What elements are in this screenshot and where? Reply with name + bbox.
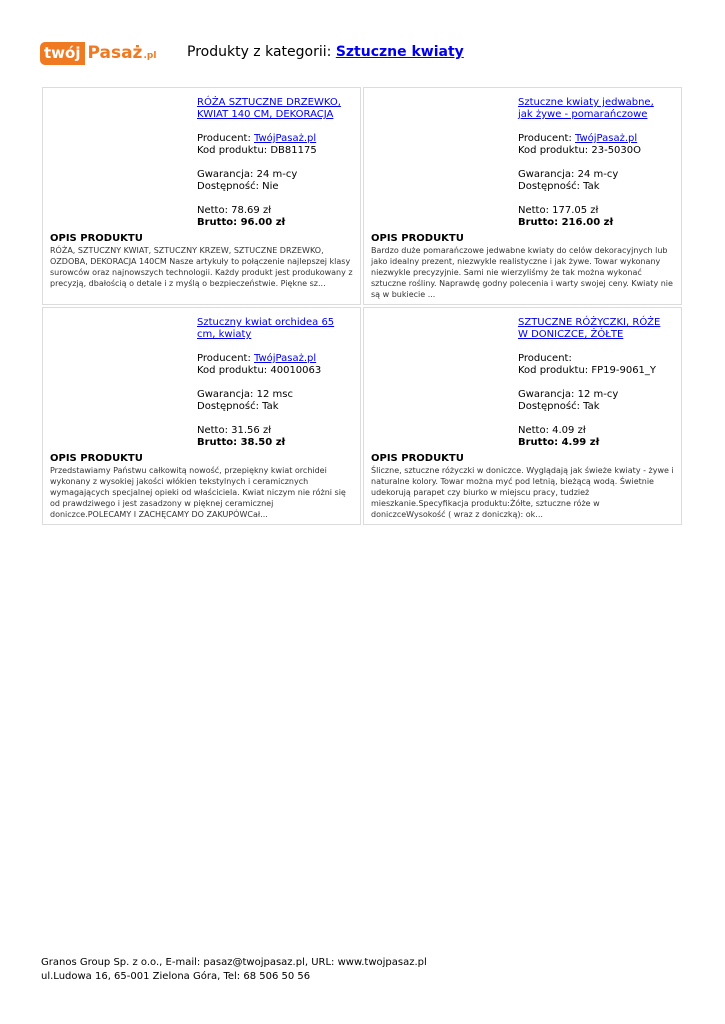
producer-label: Producent:: [197, 133, 255, 144]
availability-value: Tak: [583, 401, 600, 412]
title-prefix: Produkty z kategorii:: [187, 44, 336, 60]
footer-company-line: Granos Group Sp. z o.o., E-mail: pasaz@twojpasaz.pl, URL: www.twojpasaz.pl: [41, 957, 427, 968]
brutto-value: 38.50 zł: [240, 437, 286, 448]
product-grid: [42, 87, 682, 525]
producer-label: Producent:: [518, 133, 576, 144]
netto-label: Netto:: [518, 425, 553, 436]
warranty-label: Gwarancja:: [518, 169, 578, 180]
description-text: Śliczne, sztuczne różyczki w doniczce. Wyglądają jak świeże kwiaty - żywe i naturalne kolory. Towar można myć pod letnią, bieżącą wodą. Świetnie udekorują parapet czy biurko w miejscu pracy, tudzież mieszkanie.Specyfikacja produktu:Żółte, sztuczne róże w doniczceWysokość ( wraz z doniczką): ok...: [371, 466, 674, 519]
product-card: [363, 307, 682, 525]
code-label: Kod produktu:: [518, 145, 592, 156]
product-description: [371, 233, 676, 300]
product-card: [42, 87, 361, 305]
product-code: DB81175: [270, 145, 317, 156]
logo-tld: .pl: [143, 51, 157, 61]
code-label: Kod produktu:: [197, 145, 271, 156]
producer-link[interactable]: TwójPasaż.pl: [254, 133, 317, 144]
availability-value: Nie: [262, 181, 279, 192]
product-code: 23-5030O: [591, 145, 642, 156]
producer-link[interactable]: TwójPasaż.pl: [254, 353, 317, 364]
product-description: [50, 453, 355, 520]
netto-value: 177.05 zł: [552, 205, 599, 216]
twojpasaz-logo[interactable]: [40, 40, 156, 66]
code-label: Kod produktu:: [518, 365, 592, 376]
netto-label: Netto:: [518, 205, 553, 216]
producer-label: Producent:: [197, 353, 255, 364]
product-name-link[interactable]: RÓŻA SZTUCZNE DRZEWKO, KWIAT 140 CM, DEKORACJA: [197, 97, 341, 120]
netto-label: Netto:: [197, 425, 232, 436]
brutto-value: 216.00 zł: [561, 217, 614, 228]
availability-label: Dostępność:: [518, 181, 584, 192]
warranty-value: 24 m-cy: [256, 169, 298, 180]
description-heading: OPIS PRODUKTU: [371, 453, 464, 464]
availability-value: Tak: [262, 401, 279, 412]
product-info: [518, 317, 668, 449]
producer-link[interactable]: TwójPasaż.pl: [575, 133, 638, 144]
brutto-label: Brutto:: [518, 217, 562, 228]
footer-address-line: ul.Ludowa 16, 65-001 Zielona Góra, Tel: 68 506 50 56: [41, 971, 311, 982]
product-description: [50, 233, 355, 289]
netto-label: Netto:: [197, 205, 232, 216]
product-card: [363, 87, 682, 305]
product-name-link[interactable]: Sztuczne kwiaty jedwabne, jak żywe - pomarańczowe: [518, 97, 654, 120]
brutto-value: 4.99 zł: [561, 437, 600, 448]
description-heading: OPIS PRODUKTU: [371, 233, 464, 244]
product-info: [518, 97, 668, 229]
product-description: [371, 453, 676, 520]
availability-label: Dostępność:: [518, 401, 584, 412]
brutto-label: Brutto:: [197, 437, 241, 448]
brutto-value: 96.00 zł: [240, 217, 286, 228]
product-info: [197, 317, 347, 449]
producer-label: Producent:: [518, 353, 572, 364]
warranty-label: Gwarancja:: [197, 389, 257, 400]
brutto-label: Brutto:: [197, 217, 241, 228]
product-name-link[interactable]: Sztuczny kwiat orchidea 65 cm, kwiaty: [197, 317, 335, 340]
code-label: Kod produktu:: [197, 365, 271, 376]
warranty-label: Gwarancja:: [518, 389, 578, 400]
availability-value: Tak: [583, 181, 600, 192]
brutto-label: Brutto:: [518, 437, 562, 448]
description-text: Przedstawiamy Państwu całkowitą nowość, przepiękny kwiat orchidei wykonany z wysokiej jakości włókien tekstylnych i ceramicznych wymagających specjalnej opieki od właściciela. Kwiat niczym nie różni się od prawdziwego i jest zasadzony w pięknej ceramicznej doniczce.POLECAMY I ZACHĘCAMY DO ZAKUPÓWCał...: [50, 466, 346, 519]
warranty-value: 12 msc: [256, 389, 293, 400]
product-info: [197, 97, 347, 229]
description-heading: OPIS PRODUKTU: [50, 233, 143, 244]
product-card: [42, 307, 361, 525]
description-text: RÓŻA, SZTUCZNY KWIAT, SZTUCZNY KRZEW, SZTUCZNE DRZEWKO, OZDOBA, DEKORACJA 140CM Nasze artykuły to połączenie najlepszej klasy surowców oraz najnowszych technologii. Każdy produkt jest produkowany z precyzją, dbałością o detale i z myślą o bezpieczeństwie. Piękne sz...: [50, 246, 353, 288]
warranty-value: 24 m-cy: [577, 169, 619, 180]
warranty-label: Gwarancja:: [197, 169, 257, 180]
product-name-link[interactable]: SZTUCZNE RÓŻYCZKI, RÓŻE W DONICZCE, ŻÓŁTE: [518, 317, 661, 340]
netto-value: 31.56 zł: [231, 425, 272, 436]
logo-text: Pasaż: [87, 43, 143, 63]
warranty-value: 12 m-cy: [577, 389, 619, 400]
category-link[interactable]: Sztuczne kwiaty: [335, 44, 464, 60]
page-footer: [41, 956, 427, 984]
netto-value: 4.09 zł: [552, 425, 586, 436]
description-text: Bardzo duże pomarańczowe jedwabne kwiaty do celów dekoracyjnych lub jako idealny prezent, niezwykle realistyczne i jak żywe. Towar wykonany niezwykle precyzyjnie. Sami nie wierzyliśmy że tak można wykonać sztuczne rośliny. Naprawdę godny polecenia i warty swojej ceny. Kwiaty nie są w bukiecie ...: [371, 246, 673, 299]
availability-label: Dostępność:: [197, 401, 263, 412]
page-title: [187, 44, 464, 60]
product-code: 40010063: [270, 365, 322, 376]
product-code: FP19-9061_Y: [591, 365, 657, 376]
page-header: [40, 38, 700, 68]
description-heading: OPIS PRODUKTU: [50, 453, 143, 464]
netto-value: 78.69 zł: [231, 205, 272, 216]
availability-label: Dostępność:: [197, 181, 263, 192]
logo-box: twój: [40, 42, 85, 65]
